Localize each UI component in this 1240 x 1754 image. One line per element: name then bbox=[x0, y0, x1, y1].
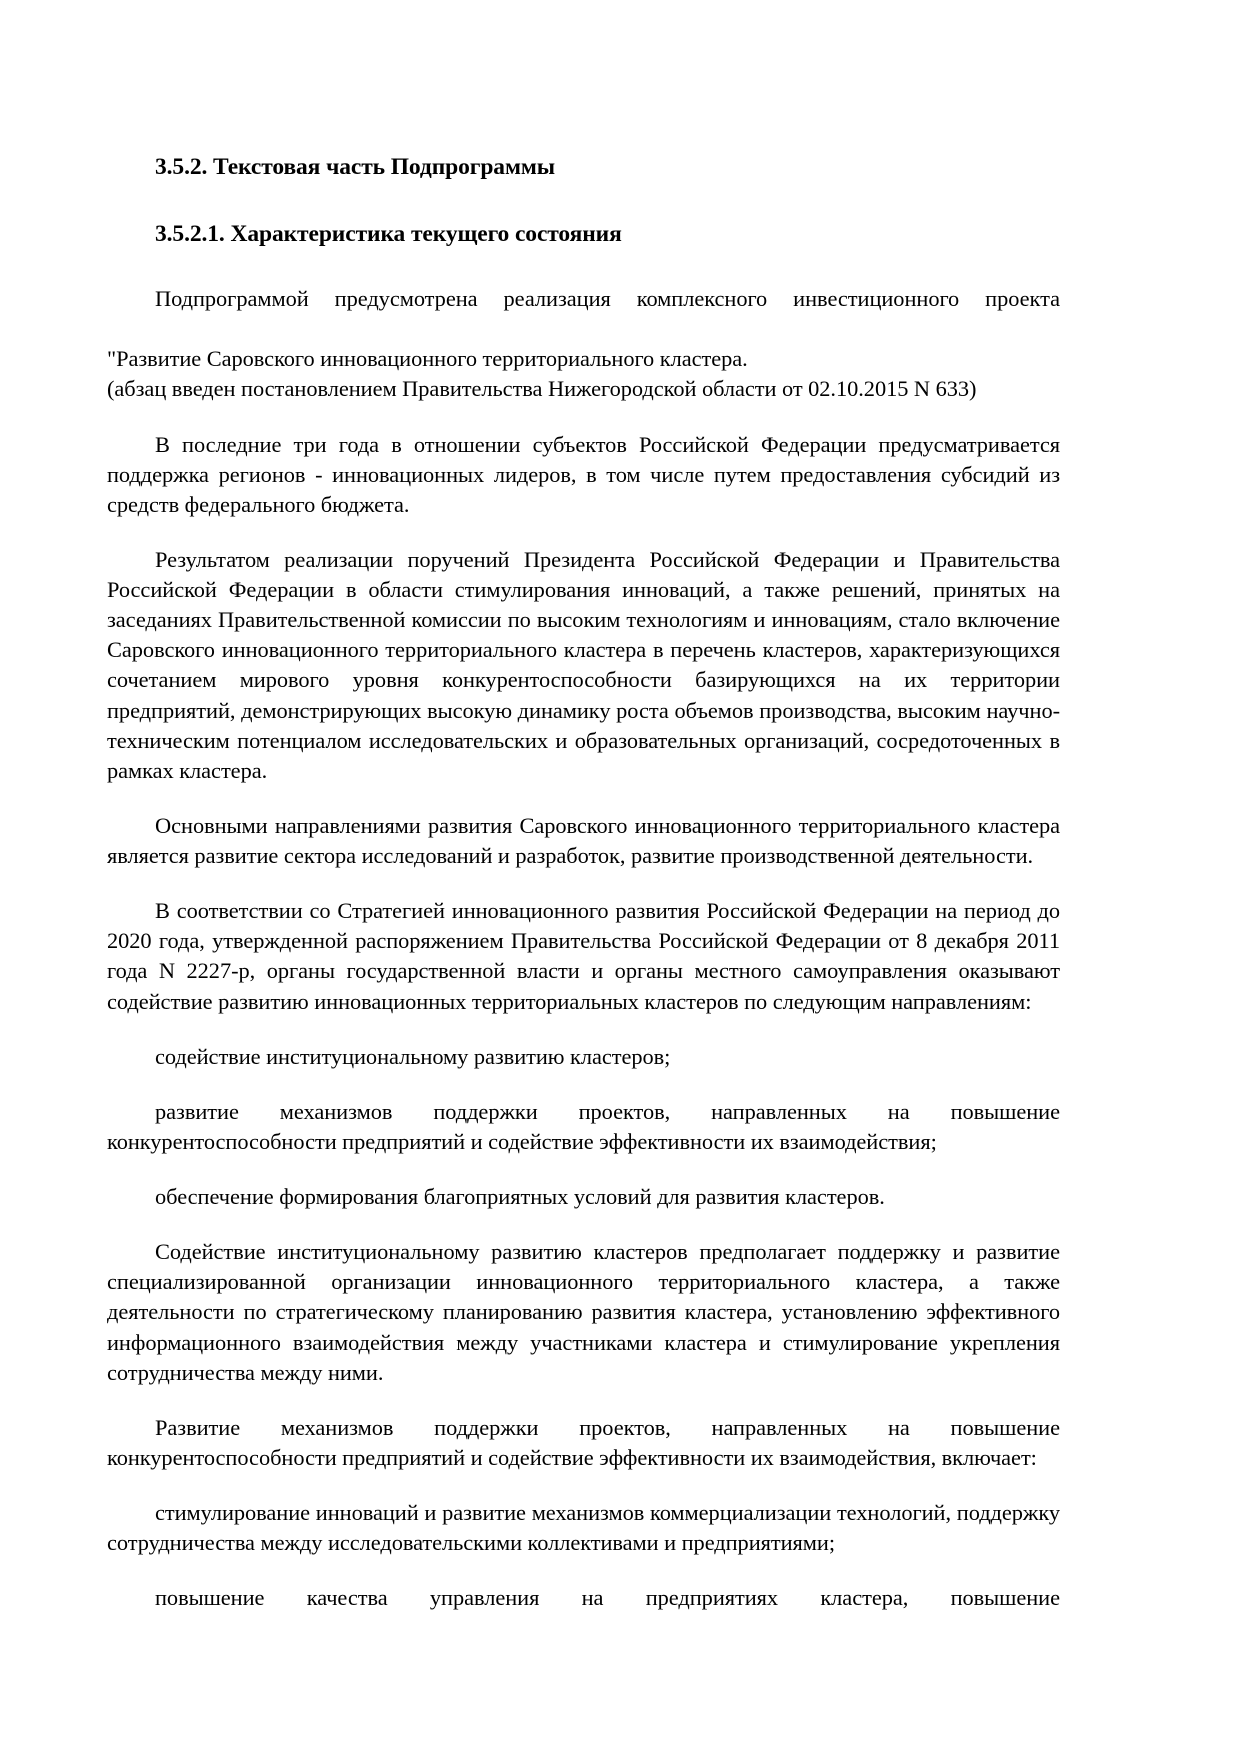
spacer bbox=[107, 786, 1060, 811]
spacer bbox=[107, 250, 1060, 284]
list-item-institutional-development: содействие институциональному развитию кластеров; bbox=[155, 1043, 671, 1069]
document-body bbox=[107, 152, 1060, 1644]
paragraph-1-amendment-note: (абзац введен постановлением Правительства Нижегородской области от 02.10.2015 N 633) bbox=[107, 376, 977, 402]
paragraph-10: Развитие механизмов поддержки проектов, направленных на повышение конкурентоспособности предприятий и содействие эффективности их взаимодействия, включает: bbox=[107, 1414, 1060, 1470]
spacer bbox=[107, 1157, 1060, 1182]
paragraph-9: Содействие институциональному развитию кластеров предполагает поддержку и развитие специализированной организации инновационного территориального кластера, а также деятельности по стратегическому планированию развития кластера, установлению эффективного информационного взаимодействия между участниками кластера и стимулирование укрепления сотрудничества между ними. bbox=[107, 1239, 1060, 1385]
spacer bbox=[107, 1017, 1060, 1042]
paragraph-2: В последние три года в отношении субъектов Российской Федерации предусматривается поддержка регионов - инновационных лидеров, в том числе путем предоставления субсидий из средств федерального бюджета. bbox=[107, 431, 1060, 517]
spacer bbox=[107, 1388, 1060, 1413]
paragraph-4: Основными направлениями развития Саровского инновационного территориального кластера является развитие сектора исследований и разработок, развитие производственной деятельности. bbox=[107, 812, 1060, 869]
paragraph-1-main: Подпрограммой предусмотрена реализация комплексного инвестиционного проекта bbox=[155, 286, 1060, 312]
paragraph-1-quote: "Развитие Саровского инновационного территориального кластера. bbox=[107, 346, 748, 372]
paragraph-3: Результатом реализации поручений Президента Российской Федерации и Правительства Российской Федерации в области стимулирования инноваций, а также решений, принятых на заседаниях Правительственной комиссии по высоким технологиям и инновациям, стало включение Саровского инновационного территориального кластера в перечень кластеров, характеризующихся сочетанием мирового уровня конкурентоспособности базирующихся на их территории предприятий, демонстрирующих высокую динамику роста объемов производства, высоким научно-техническим потенциалом исследовательских и образовательных организаций, сосредоточенных в рамках кластера. bbox=[107, 546, 1060, 783]
spacer bbox=[107, 183, 1060, 219]
list-item-innovation-stimulation: стимулирование инноваций и развитие механизмов коммерциализации технологий, поддержку сотрудничества между исследовательскими коллективами и предприятиями; bbox=[107, 1500, 1060, 1556]
spacer bbox=[107, 1212, 1060, 1237]
spacer bbox=[107, 405, 1060, 430]
spacer bbox=[107, 871, 1060, 896]
spacer bbox=[107, 1072, 1060, 1097]
list-item-project-support-mechanisms: развитие механизмов поддержки проектов, направленных на повышение конкурентоспособности предприятий и содействие эффективности их взаимодействия; bbox=[107, 1098, 1060, 1154]
paragraph-12-truncated: повышение качества управления на предприятиях кластера, повышение bbox=[155, 1585, 1060, 1611]
spacer bbox=[107, 520, 1060, 545]
spacer bbox=[107, 1473, 1060, 1498]
subsection-heading: 3.5.2.1. Характеристика текущего состояния bbox=[155, 221, 622, 248]
paragraph-5: В соответствии со Стратегией инновационного развития Российской Федерации на период до 2020 года, утвержденной распоряжением Правительства Российской Федерации от 8 декабря 2011 года N 2227-р, органы государственной власти и органы местного самоуправления оказывают содействие развитию инновационных территориальных кластеров по следующим направлениям: bbox=[107, 898, 1060, 1014]
spacer bbox=[107, 1558, 1060, 1583]
section-heading: 3.5.2. Текстовая часть Подпрограммы bbox=[155, 154, 556, 180]
list-item-favorable-conditions: обеспечение формирования благоприятных условий для развития кластеров. bbox=[155, 1184, 885, 1210]
